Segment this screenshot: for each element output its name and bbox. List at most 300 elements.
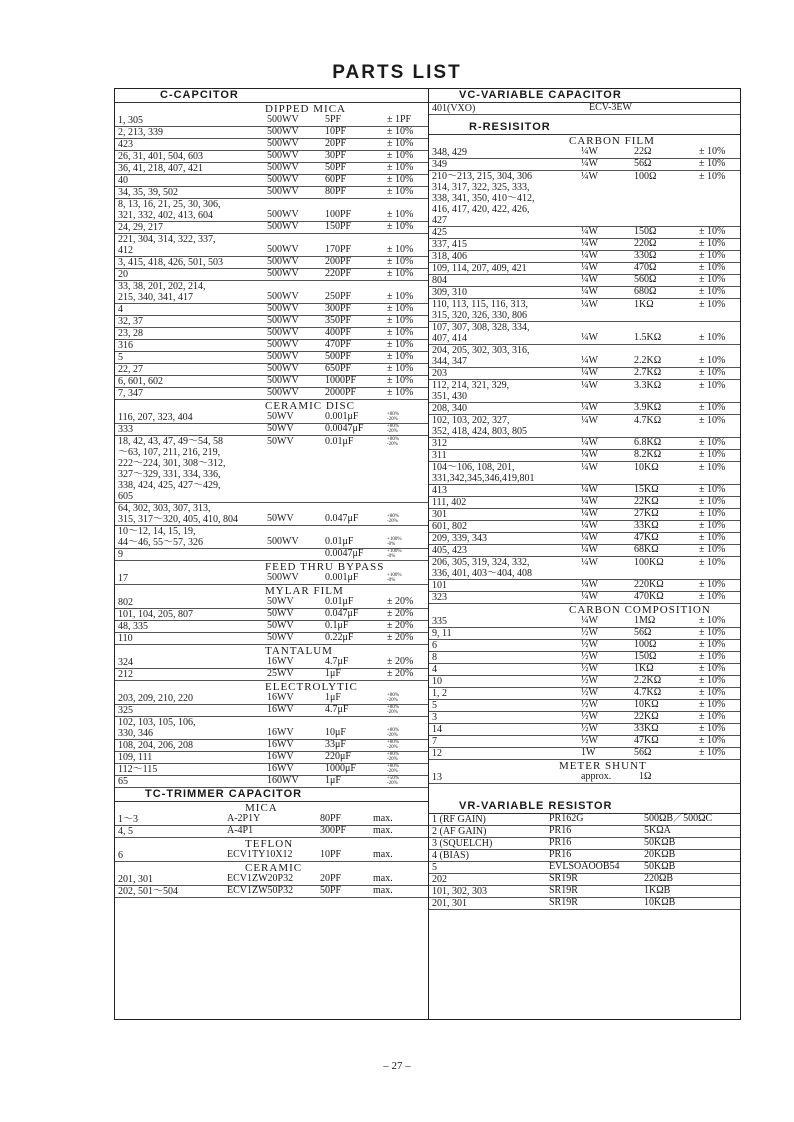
resistor-row — [429, 299, 740, 322]
spacer — [429, 784, 740, 800]
resistance: 150Ω — [634, 651, 657, 662]
wattage: ½W — [581, 663, 598, 674]
capacitance: 50PF — [320, 885, 342, 896]
voltage: 500WV — [267, 291, 299, 302]
resistance: 33KΩ — [634, 723, 659, 734]
voltage: 500WV — [267, 150, 299, 161]
capacitance: 170PF — [325, 244, 352, 255]
tolerance: ± 10% — [699, 380, 726, 391]
tolerance: +80% -20% — [387, 412, 399, 422]
voltage: 500WV — [267, 256, 299, 267]
capacitance: 10PF — [325, 126, 347, 137]
part-ref: 312 — [432, 438, 447, 449]
wattage: ¼W — [581, 262, 598, 273]
capacitance: 300PF — [320, 825, 347, 836]
tolerance: ± 10% — [387, 375, 414, 386]
resistor-row — [429, 322, 740, 345]
part-number: ECV1TY10X12 — [227, 849, 293, 860]
part-ref: 14 — [432, 724, 442, 735]
part-ref: 23, 28 — [118, 328, 143, 339]
capacitance: 0.001μF — [325, 572, 359, 583]
section-title: MYLAR FILM — [265, 585, 344, 597]
part-ref: 401(VXO) — [432, 103, 476, 114]
capacitor-row — [115, 281, 428, 304]
capacitance: 4.7μF — [325, 656, 349, 667]
tolerance: ± 10% — [387, 150, 414, 161]
tolerance: ± 20% — [387, 596, 414, 607]
resistance: 8.2KΩ — [634, 449, 662, 460]
tolerance: ± 10% — [699, 238, 726, 249]
capacitance: 10μF — [325, 727, 346, 738]
capacitor-row — [115, 633, 428, 645]
resistor-header: R-RESISITOR — [429, 121, 740, 135]
part-number: PR16 — [549, 849, 572, 860]
resistance: 1Ω — [639, 771, 652, 782]
resistance: 1KΩ — [634, 663, 654, 674]
resistance: 5KΩA — [644, 825, 671, 836]
tolerance: ± 20% — [387, 632, 414, 643]
part-ref: 316 — [118, 340, 133, 351]
wattage: ¼W — [581, 520, 598, 531]
resistance: 33KΩ — [634, 520, 659, 531]
vr-row — [429, 826, 740, 838]
part-ref: 210～213, 215, 304, 306 314, 317, 322, 325, 333, 338, 341, 350, 410～412, 416, 417, 420, 422, 426, 427 — [432, 171, 535, 226]
capacitance: 1μF — [325, 692, 341, 703]
wattage: ¼W — [581, 496, 598, 507]
vr-header: VR-VARIABLE RESISTOR — [429, 800, 740, 814]
tolerance: ± 10% — [699, 250, 726, 261]
resistance: 22KΩ — [634, 711, 659, 722]
part-ref: 8, 13, 16, 21, 25, 30, 306, 321, 332, 402, 413, 604 — [118, 199, 221, 221]
part-ref: 323 — [432, 592, 447, 603]
wattage: ¼W — [581, 615, 598, 626]
part-ref: 601, 802 — [432, 521, 467, 532]
tolerance: ± 10% — [387, 363, 414, 374]
voltage: 500WV — [267, 162, 299, 173]
tolerance: max. — [373, 813, 393, 824]
part-ref: 212 — [118, 669, 133, 680]
tolerance: ± 10% — [699, 355, 726, 366]
tolerance: ± 10% — [699, 675, 726, 686]
part-ref: 1, 305 — [118, 115, 143, 126]
capacitance: 0.001μF — [325, 411, 359, 422]
tolerance: ± 10% — [699, 723, 726, 734]
wattage: ½W — [581, 627, 598, 638]
resistance: 1KΩ — [634, 299, 654, 310]
part-ref: 116, 207, 323, 404 — [118, 412, 193, 423]
part-ref: 112, 214, 321, 329, 351, 430 — [432, 380, 510, 402]
wattage: ½W — [581, 711, 598, 722]
capacitance: 0.22μF — [325, 632, 354, 643]
vr-row — [429, 814, 740, 826]
voltage: 500WV — [267, 327, 299, 338]
resistance: 500ΩB／500ΩC — [644, 813, 713, 824]
part-ref: 4 (BIAS) — [432, 850, 469, 861]
capacitance: 0.0047μF — [325, 423, 364, 434]
resistor-row — [429, 159, 740, 171]
trimmer-header: TC-TRIMMER CAPACITOR — [115, 788, 428, 802]
wattage: ½W — [581, 687, 598, 698]
resistance: 22KΩ — [634, 496, 659, 507]
capacitance: 0.01μF — [325, 436, 354, 447]
voltage: 500WV — [267, 126, 299, 137]
part-ref: 5 — [118, 352, 123, 363]
wattage: ¼W — [581, 449, 598, 460]
capacitor-row — [115, 234, 428, 257]
tolerance: +50% -20% — [387, 776, 399, 786]
part-ref: 301 — [432, 509, 447, 520]
part-ref: 209, 339, 343 — [432, 533, 487, 544]
part-ref: 802 — [118, 597, 133, 608]
capacitance: 250PF — [325, 291, 352, 302]
part-ref: 201, 301 — [118, 874, 153, 885]
capacitor-row — [115, 526, 428, 549]
resistance: 27KΩ — [634, 508, 659, 519]
tolerance: ± 10% — [699, 579, 726, 590]
section-title: DIPPED MICA — [265, 103, 346, 115]
part-ref: 318, 406 — [432, 251, 467, 262]
voltage: 16WV — [267, 727, 294, 738]
part-ref: 6 — [118, 850, 123, 861]
part-ref: 7 — [432, 736, 437, 747]
resistor-row — [429, 545, 740, 557]
part-ref: 8 — [432, 652, 437, 663]
wattage: ¼W — [581, 158, 598, 169]
capacitance: 350PF — [325, 315, 352, 326]
resistance: 1MΩ — [634, 615, 656, 626]
part-ref: 201, 301 — [432, 898, 467, 909]
section-title: CARBON FILM — [569, 135, 655, 147]
vr-row — [429, 862, 740, 874]
part-ref: 202 — [432, 874, 447, 885]
capacitor-row — [115, 549, 428, 561]
wattage: ¼W — [581, 544, 598, 555]
resistance: 220ΩB — [644, 873, 674, 884]
tolerance: ± 20% — [387, 668, 414, 679]
voltage: 16WV — [267, 704, 294, 715]
vr-row — [429, 886, 740, 898]
resistance: 330Ω — [634, 250, 657, 261]
part-ref: 203, 209, 210, 220 — [118, 693, 193, 704]
resistor-row — [429, 748, 740, 760]
part-ref: 203 — [432, 368, 447, 379]
voltage: 500WV — [267, 114, 299, 125]
part-ref: 9 — [118, 549, 123, 560]
resistance: 220Ω — [634, 238, 657, 249]
tolerance: +80% -20% — [387, 424, 399, 434]
tolerance: +100% -0% — [387, 573, 402, 583]
vc-header: VC-VARIABLE CAPACITOR — [429, 89, 740, 103]
capacitor-column — [115, 89, 429, 1019]
capacitor-row — [115, 199, 428, 222]
tolerance: ± 10% — [387, 291, 414, 302]
resistance: 470Ω — [634, 262, 657, 273]
page-title: PARTS LIST — [332, 62, 462, 83]
wattage: ¼W — [581, 579, 598, 590]
part-ref: 10 — [432, 676, 442, 687]
resistance: 2.7KΩ — [634, 367, 662, 378]
part-number: PR162G — [549, 813, 584, 824]
voltage: 500WV — [267, 209, 299, 220]
part-ref: 206, 305, 319, 324, 332, 336, 401, 403～404, 408 — [432, 557, 532, 579]
tolerance: ± 10% — [699, 591, 726, 602]
tolerance: ± 10% — [699, 226, 726, 237]
tolerance: +80% -20% — [387, 705, 399, 715]
capacitance: 4.7μF — [325, 704, 349, 715]
capacitance: 0.047μF — [325, 608, 359, 619]
wattage: ¼W — [581, 437, 598, 448]
part-ref: 3 (SQUELCH) — [432, 838, 493, 849]
resistance: 560Ω — [634, 274, 657, 285]
capacitance: 300PF — [325, 303, 352, 314]
tolerance: ± 10% — [699, 544, 726, 555]
part-ref: 65 — [118, 776, 128, 787]
tolerance: ± 10% — [699, 532, 726, 543]
tolerance: +80% -20% — [387, 728, 399, 738]
resistor-row — [429, 403, 740, 415]
capacitance: 0.1μF — [325, 620, 349, 631]
capacitance: 2000PF — [325, 387, 357, 398]
resistance: 220KΩ — [634, 579, 664, 590]
part-ref: 309, 310 — [432, 287, 467, 298]
capacitor-row — [115, 187, 428, 199]
part-ref: 7, 347 — [118, 388, 143, 399]
resistor-row — [429, 450, 740, 462]
part-ref: 20 — [118, 269, 128, 280]
voltage: 500WV — [267, 303, 299, 314]
wattage: ¼W — [581, 591, 598, 602]
voltage: 160WV — [267, 775, 299, 786]
part-ref: 311 — [432, 450, 447, 461]
part-ref: 10～12, 14, 15, 19, 44～46, 55～57, 326 — [118, 526, 203, 548]
part-ref: 24, 29, 217 — [118, 222, 163, 233]
part-number: PR16 — [549, 837, 572, 848]
capacitance: 0.01μF — [325, 596, 354, 607]
part-number: A-4P1 — [227, 825, 254, 836]
wattage: ¼W — [581, 557, 598, 568]
tolerance: ± 10% — [699, 274, 726, 285]
wattage: ¼W — [581, 367, 598, 378]
capacitance: 60PF — [325, 174, 347, 185]
page-number: – 27 – — [383, 1060, 411, 1072]
part-ref: 3, 415, 418, 426, 501, 503 — [118, 257, 223, 268]
wattage: ¼W — [581, 402, 598, 413]
capacitance: 470PF — [325, 339, 352, 350]
capacitance: 1μF — [325, 668, 341, 679]
vr-row — [429, 874, 740, 886]
tolerance: ± 10% — [387, 387, 414, 398]
tolerance: ± 10% — [699, 496, 726, 507]
tolerance: +80% -20% — [387, 437, 399, 447]
voltage: 500WV — [267, 351, 299, 362]
tolerance: +80% -20% — [387, 693, 399, 703]
wattage: ¼W — [581, 462, 598, 473]
tolerance: ± 10% — [387, 351, 414, 362]
voltage: 16WV — [267, 751, 294, 762]
wattage: ¼W — [581, 171, 598, 182]
section-title: FEED THRU BYPASS — [265, 561, 385, 573]
part-ref: 104～106, 108, 201, 331,342,345,346,419,801 — [432, 462, 535, 484]
part-ref: 208, 340 — [432, 403, 467, 414]
part-ref: 333 — [118, 424, 133, 435]
capacitor-row — [115, 776, 428, 788]
part-ref: 108, 204, 206, 208 — [118, 740, 193, 751]
voltage: 500WV — [267, 339, 299, 350]
resistance: 100Ω — [634, 639, 657, 650]
tolerance: ± 10% — [387, 209, 414, 220]
tolerance: max. — [373, 825, 393, 836]
part-ref: 413 — [432, 485, 447, 496]
tolerance: ± 10% — [699, 615, 726, 626]
capacitor-row — [115, 717, 428, 740]
voltage: 50WV — [267, 632, 294, 643]
resistance: 50KΩB — [644, 837, 676, 848]
part-ref: 33, 38, 201, 202, 214, 215, 340, 341, 417 — [118, 281, 206, 303]
part-ref: 101, 302, 303 — [432, 886, 487, 897]
voltage: 50WV — [267, 596, 294, 607]
part-ref: 48, 335 — [118, 621, 148, 632]
part-ref: 4, 5 — [118, 826, 133, 837]
trimmer-row — [115, 886, 428, 898]
part-ref: 6 — [432, 640, 437, 651]
resistance: 22Ω — [634, 146, 652, 157]
part-number: ECV1ZW20P32 — [227, 873, 294, 884]
wattage: ½W — [581, 723, 598, 734]
part-ref: 109, 114, 207, 409, 421 — [432, 263, 527, 274]
part-ref: 202, 501～504 — [118, 886, 178, 897]
part-ref: 26, 31, 401, 504, 603 — [118, 151, 203, 162]
tolerance: ± 10% — [699, 171, 726, 182]
voltage: 500WV — [267, 315, 299, 326]
wattage: ¼W — [581, 274, 598, 285]
capacitor-row — [115, 573, 428, 585]
resistance: 150Ω — [634, 226, 657, 237]
capacitance: 33μF — [325, 739, 346, 750]
part-ref: 34, 35, 39, 502 — [118, 187, 178, 198]
tolerance: ± 10% — [699, 262, 726, 273]
vc-row — [429, 103, 740, 115]
voltage: 500WV — [267, 174, 299, 185]
shunt-row — [429, 772, 740, 784]
tolerance: ± 10% — [699, 557, 726, 568]
wattage: ¼W — [581, 355, 598, 366]
resistance: 4.7KΩ — [634, 687, 662, 698]
tolerance: max. — [373, 885, 393, 896]
tolerance: ± 10% — [699, 687, 726, 698]
section-title: METER SHUNT — [559, 760, 647, 772]
resistance: 47KΩ — [634, 532, 659, 543]
tolerance: ± 10% — [699, 508, 726, 519]
resistance: 10KΩ — [634, 462, 659, 473]
voltage: 16WV — [267, 763, 294, 774]
section-title: MICA — [245, 802, 278, 814]
voltage: 16WV — [267, 739, 294, 750]
voltage: 50WV — [267, 513, 294, 524]
wattage: ½W — [581, 675, 598, 686]
part-number: SR19R — [549, 897, 578, 908]
capacitance: 10PF — [320, 849, 342, 860]
part-ref: 101 — [432, 580, 447, 591]
wattage: ¼W — [581, 332, 598, 343]
part-ref: 335 — [432, 616, 447, 627]
part-ref: 4 — [432, 664, 437, 675]
part-ref: 107, 307, 308, 328, 334, 407, 414 — [432, 322, 530, 344]
resistance: 2.2KΩ — [634, 675, 662, 686]
part-ref: 102, 103, 202, 327, 352, 418, 424, 803, 805 — [432, 415, 527, 437]
tolerance: ± 10% — [699, 449, 726, 460]
part-ref: 112～115 — [118, 764, 158, 775]
resistor-row — [429, 380, 740, 403]
tolerance: ± 10% — [699, 627, 726, 638]
tolerance: ± 10% — [699, 747, 726, 758]
tolerance: ± 20% — [387, 656, 414, 667]
wattage: ¼W — [581, 299, 598, 310]
section-title: TANTALUM — [265, 645, 333, 657]
voltage: 16WV — [267, 692, 294, 703]
part-number: A-2P1Y — [227, 813, 261, 824]
capacitance: 150PF — [325, 221, 352, 232]
resistance: 10KΩ — [634, 699, 659, 710]
capacitor-row — [115, 705, 428, 717]
part-ref: 6, 601, 602 — [118, 376, 163, 387]
voltage: 50WV — [267, 436, 294, 447]
tolerance: ± 10% — [387, 244, 414, 255]
resistance: 56Ω — [634, 747, 652, 758]
part-ref: 2, 213, 339 — [118, 127, 163, 138]
part-ref: 348, 429 — [432, 147, 467, 158]
part-ref: 5 — [432, 862, 437, 873]
wattage: ¼W — [581, 146, 598, 157]
capacitance: 50PF — [325, 162, 347, 173]
capacitance: 400PF — [325, 327, 352, 338]
wattage: ¼W — [581, 415, 598, 426]
tolerance: ± 10% — [387, 339, 414, 350]
tolerance: +80% -20% — [387, 740, 399, 750]
part-ref: 110 — [118, 633, 133, 644]
tolerance: ± 10% — [699, 437, 726, 448]
part-ref: 2 (AF GAIN) — [432, 826, 487, 837]
part-ref: 325 — [118, 705, 133, 716]
tolerance: ± 10% — [699, 158, 726, 169]
part-ref: 22, 27 — [118, 364, 143, 375]
part-ref: 109, 111 — [118, 752, 153, 763]
resistance: 2.2KΩ — [634, 355, 662, 366]
tolerance: ± 1PF — [387, 114, 412, 125]
voltage: 25WV — [267, 668, 294, 679]
wattage: ¼W — [581, 380, 598, 391]
part-ref: 12 — [432, 748, 442, 759]
tolerance: ± 10% — [699, 520, 726, 531]
resistance: 68KΩ — [634, 544, 659, 555]
resistance: 1KΩB — [644, 885, 671, 896]
wattage: ½W — [581, 639, 598, 650]
tolerance: ± 10% — [387, 303, 414, 314]
wattage: ¼W — [581, 508, 598, 519]
tolerance: max. — [373, 873, 393, 884]
resistance: 3.3KΩ — [634, 380, 662, 391]
part-ref: 9, 11 — [432, 628, 452, 639]
part-ref: 18, 42, 43, 47, 49～54, 58 ～63, 107, 211, 216, 219, 222～224, 301, 308～312, 327～329, 331, 334, 336, 338, 424, 425, 427～429, 605 — [118, 436, 226, 502]
part-ref: 1 (RF GAIN) — [432, 814, 486, 825]
capacitance: 100PF — [325, 209, 352, 220]
trimmer-row — [115, 826, 428, 838]
tolerance: ± 10% — [387, 126, 414, 137]
capacitance: 220PF — [325, 268, 352, 279]
capacitance: 500PF — [325, 351, 352, 362]
capacitance: 1000μF — [325, 763, 356, 774]
tolerance: ± 10% — [387, 256, 414, 267]
part-ref: 36, 41, 218, 407, 421 — [118, 163, 203, 174]
